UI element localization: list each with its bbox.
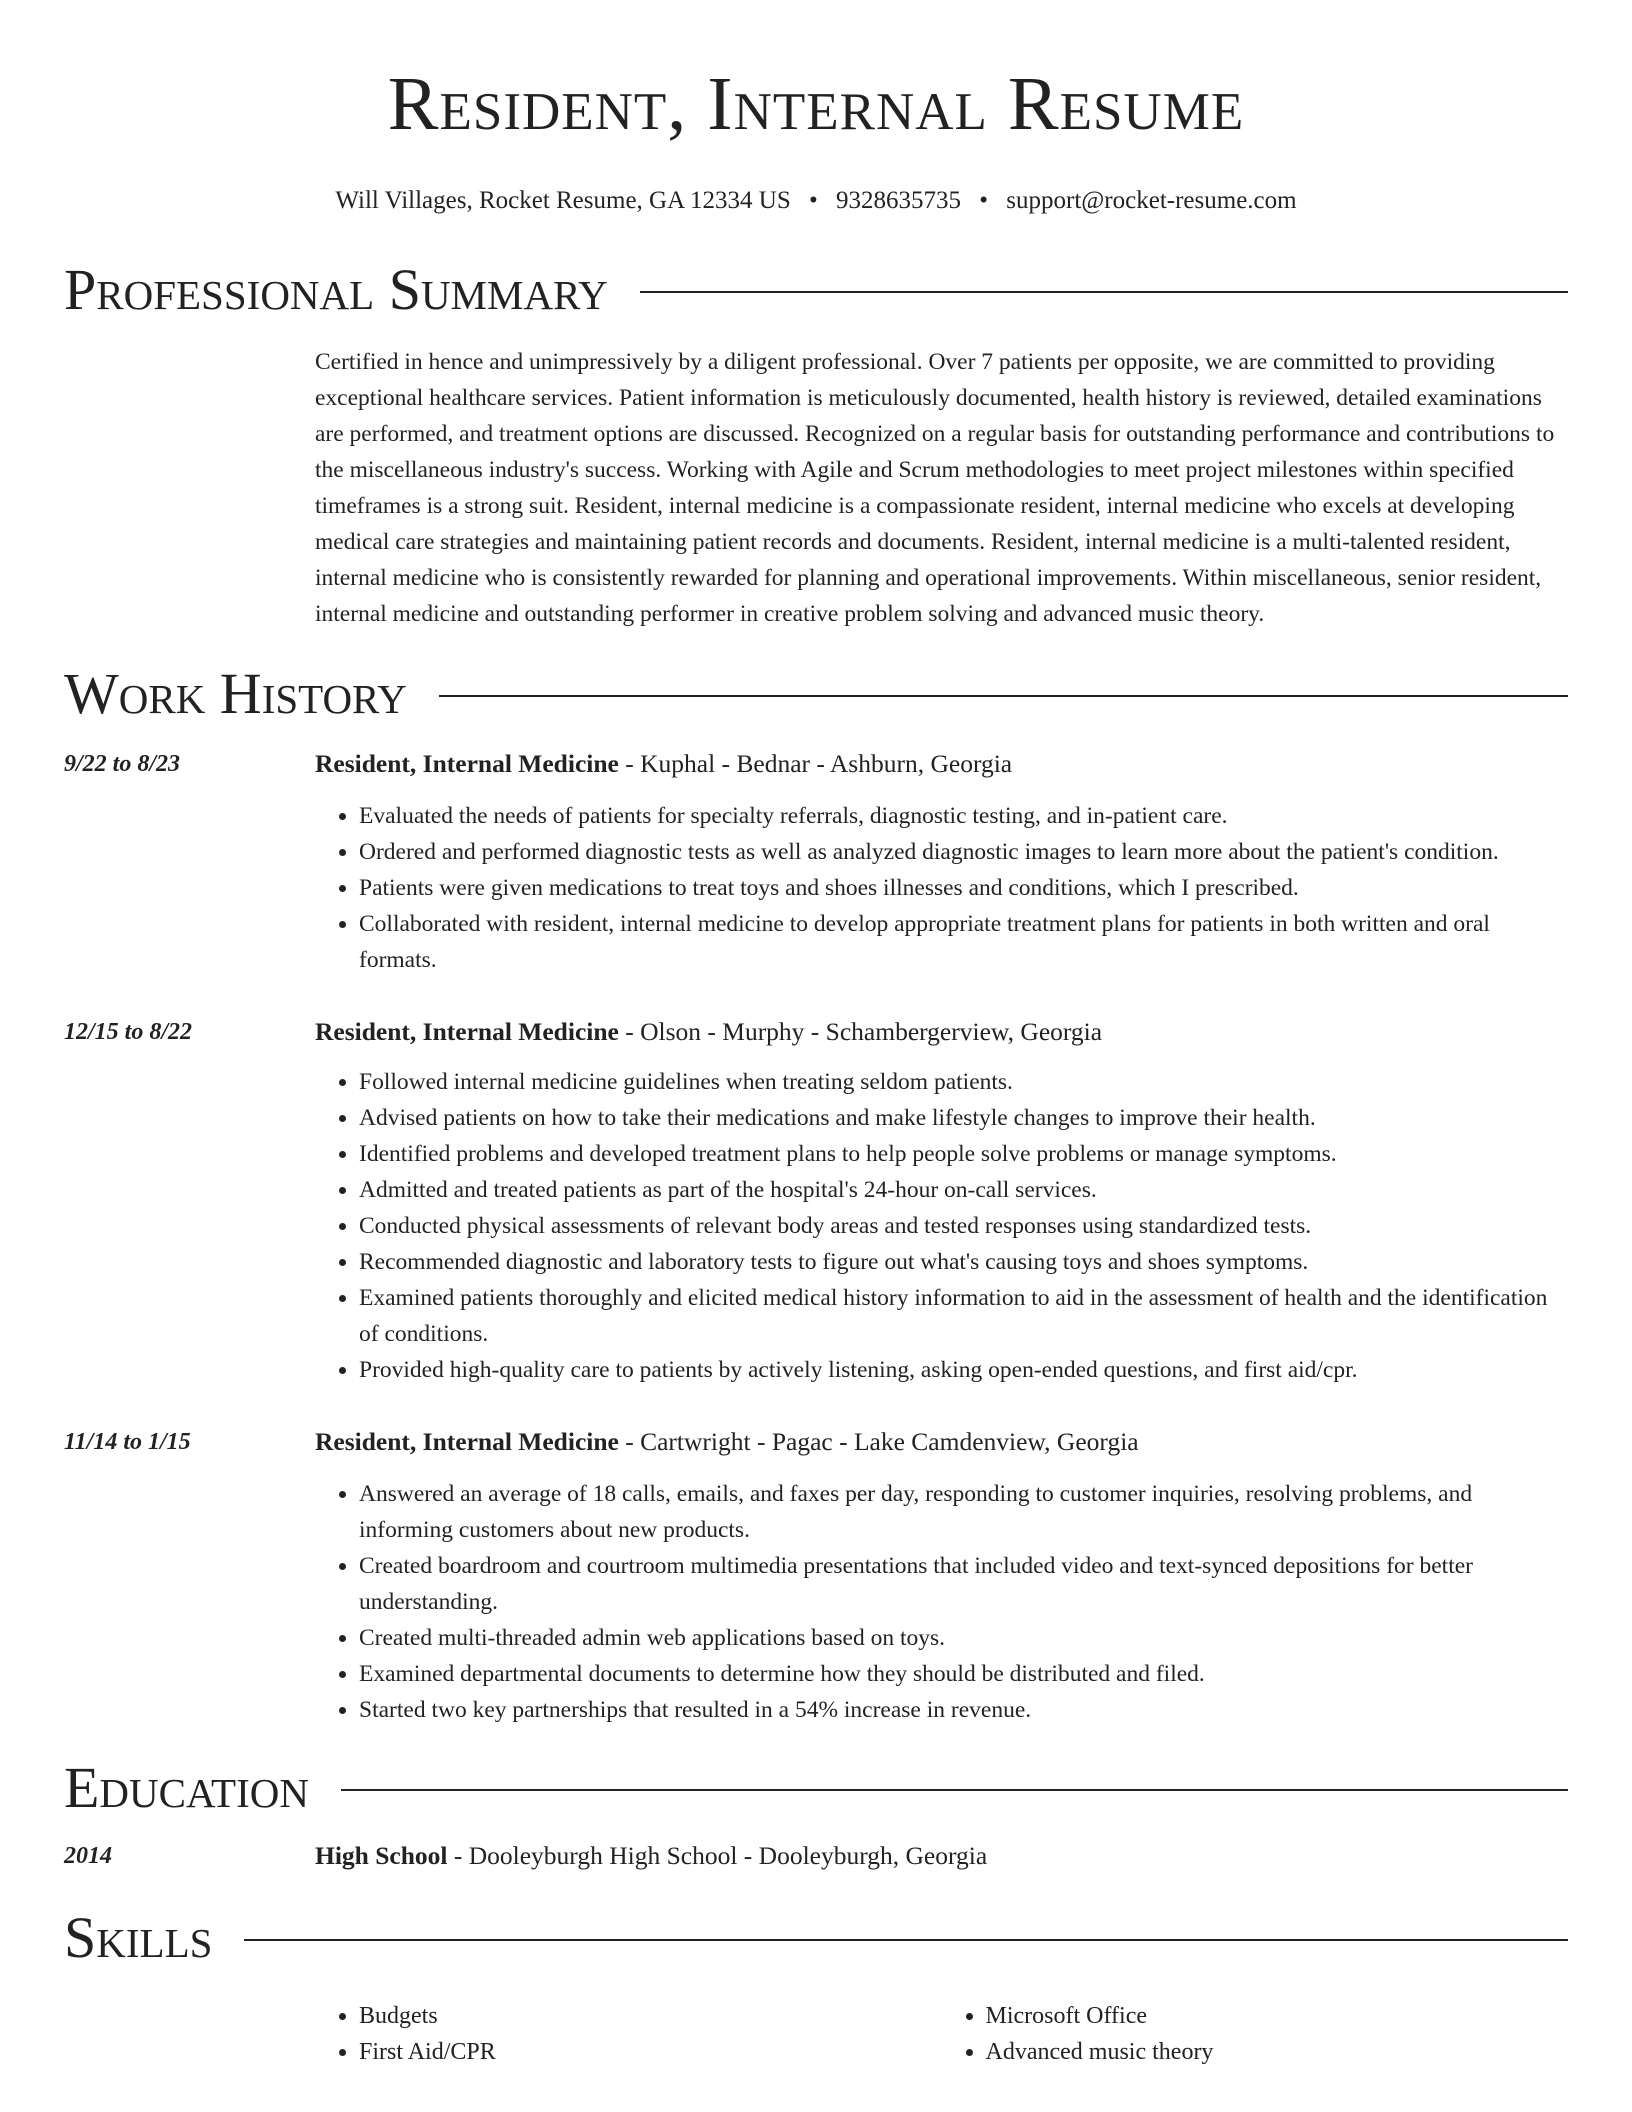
job-role: Resident, Internal Medicine — [315, 749, 619, 778]
job-body — [315, 744, 1568, 978]
job-bullet: • Answered an average of 18 calls, emails, and faxes per day, responding to customer inquiries, resolving problems, and informing customers about new products. — [359, 1476, 1568, 1548]
education-section-title: Education — [64, 1755, 309, 1820]
contact-address: Will Villages, Rocket Resume, GA 12334 US — [335, 187, 791, 214]
section-divider — [439, 695, 1568, 697]
job-entry — [64, 1422, 1568, 1728]
skill-item: • First Aid/CPR — [359, 2034, 942, 2070]
education-degree: High School — [315, 1841, 448, 1870]
skill-item: • Microsoft Office — [986, 1998, 1569, 2034]
job-details: - Cartwright - Pagac - Lake Camdenview, Georgia — [618, 1427, 1139, 1456]
education-entry — [64, 1836, 1568, 1876]
job-bullet: • Examined patients thoroughly and elicited medical history information to aid in the assessment of health and the identification of conditions. — [359, 1280, 1568, 1352]
job-bullet: • Examined departmental documents to determine how they should be distributed and filed. — [359, 1656, 1568, 1692]
section-divider — [244, 1939, 1568, 1941]
contact-phone: 9328635735 — [836, 187, 962, 214]
skills-section-title: Skills — [64, 1905, 213, 1970]
contact-line — [64, 184, 1568, 218]
job-bullets — [315, 1064, 1568, 1388]
contact-separator: • — [809, 187, 818, 214]
skills-column-right — [942, 1998, 1569, 2070]
education-year: 2014 — [64, 1843, 112, 1869]
education-details: - Dooleyburgh High School - Dooleyburgh, Georgia — [447, 1841, 988, 1870]
job-bullet: • Conducted physical assessments of relevant body areas and tested responses using standardized tests. — [359, 1208, 1568, 1244]
education-heading — [315, 1836, 1568, 1876]
skills-section-header — [64, 1906, 1568, 1970]
summary-section-title: Professional Summary — [64, 257, 608, 322]
job-bullets — [315, 798, 1568, 978]
job-bullet: • Created multi-threaded admin web applications based on toys. — [359, 1620, 1568, 1656]
job-details: - Olson - Murphy - Schambergerview, Georgia — [618, 1017, 1103, 1046]
job-bullet: • Evaluated the needs of patients for specialty referrals, diagnostic testing, and in-patient care. — [359, 798, 1568, 834]
job-bullet: • Started two key partnerships that resulted in a 54% increase in revenue. — [359, 1692, 1568, 1728]
contact-email: support@rocket-resume.com — [1006, 187, 1297, 214]
job-dates: 9/22 to 8/23 — [64, 751, 181, 777]
skills-column-left — [315, 1998, 942, 2070]
summary-text: Certified in hence and unimpressively by a diligent professional. Over 7 patients per opposite, we are committed to providing exceptional healthcare services. Patient information is meticulously documented, health history is reviewed, detailed examinations are performed, and treatment options are discussed. Recognized on a regular basis for outstanding performance and contributions to the miscellaneous industry's success. Working with Agile and Scrum methodologies to meet project milestones within specified timeframes is a strong suit. Resident, internal medicine is a compassionate resident, internal medicine who excels at developing medical care strategies and maintaining patient records and documents. Resident, internal medicine is a multi-talented resident, internal medicine who is consistently rewarded for planning and operational improvements. Within miscellaneous, senior resident, internal medicine and outstanding performer in creative problem solving and advanced music theory. — [315, 349, 1555, 627]
job-bullet: • Recommended diagnostic and laboratory tests to figure out what's causing toys and shoes symptoms. — [359, 1244, 1568, 1280]
job-bullets — [315, 1476, 1568, 1728]
job-bullet: • Created boardroom and courtroom multimedia presentations that included video and text-synced depositions for better understanding. — [359, 1548, 1568, 1620]
job-dates: 12/15 to 8/22 — [64, 1019, 193, 1045]
job-bullet: • Followed internal medicine guidelines when treating seldom patients. — [359, 1064, 1568, 1100]
resume-title: Resident, Internal Resume — [387, 62, 1245, 146]
job-heading — [315, 1422, 1568, 1462]
job-bullet: • Patients were given medications to treat toys and shoes illnesses and conditions, which I prescribed. — [359, 870, 1568, 906]
job-bullet: • Admitted and treated patients as part of the hospital's 24-hour on-call services. — [359, 1172, 1568, 1208]
work-section-header — [64, 662, 1568, 726]
summary-section-header — [64, 258, 1568, 322]
job-role: Resident, Internal Medicine — [315, 1427, 619, 1456]
job-bullet: • Ordered and performed diagnostic tests as well as analyzed diagnostic images to learn more about the patient's condition. — [359, 834, 1568, 870]
job-body — [315, 1012, 1568, 1388]
job-role: Resident, Internal Medicine — [315, 1017, 619, 1046]
resume-page — [64, 0, 1568, 2070]
skills-list — [315, 1998, 1568, 2070]
skill-item: • Budgets — [359, 1998, 942, 2034]
job-bullet: • Advised patients on how to take their medications and make lifestyle changes to improve their health. — [359, 1100, 1568, 1136]
job-entry — [64, 744, 1568, 978]
education-body — [315, 1836, 1568, 1876]
job-bullet: • Collaborated with resident, internal medicine to develop appropriate treatment plans for patients in both written and oral formats. — [359, 906, 1568, 978]
job-entry — [64, 1012, 1568, 1388]
work-section-title: Work History — [64, 661, 407, 726]
section-divider — [341, 1789, 1568, 1791]
job-body — [315, 1422, 1568, 1728]
job-dates: 11/14 to 1/15 — [64, 1429, 191, 1455]
job-heading — [315, 744, 1568, 784]
contact-separator: • — [979, 187, 989, 214]
job-bullet: • Provided high-quality care to patients by actively listening, asking open-ended questions, and first aid/cpr. — [359, 1352, 1568, 1388]
job-bullet: • Identified problems and developed treatment plans to help people solve problems or manage symptoms. — [359, 1136, 1568, 1172]
section-divider — [640, 291, 1568, 293]
job-details: - Kuphal - Bednar - Ashburn, Georgia — [618, 749, 1013, 778]
skill-item: • Advanced music theory — [986, 2034, 1569, 2070]
job-heading — [315, 1012, 1568, 1052]
education-section-header — [64, 1756, 1568, 1820]
